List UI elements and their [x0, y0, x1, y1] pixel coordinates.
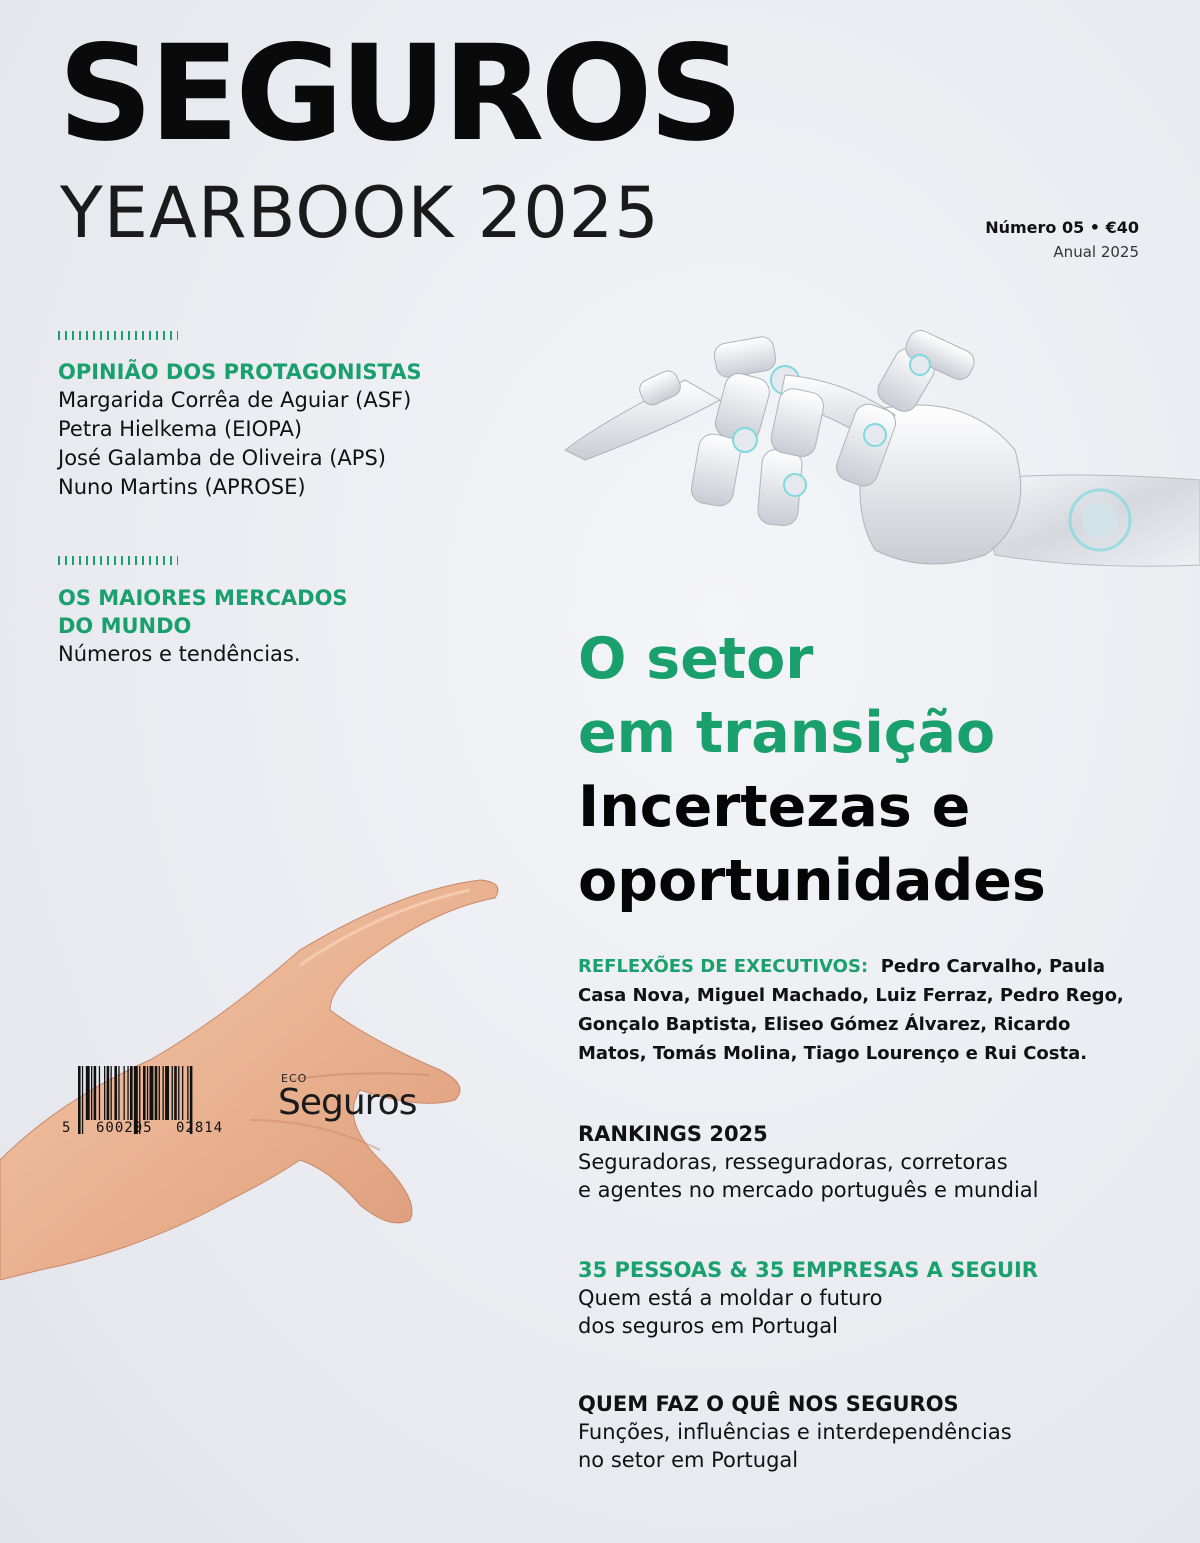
block-line: no setor em Portugal: [578, 1448, 799, 1472]
reflexoes-text: Pedro Carvalho, Paula Casa Nova, Miguel Machado, Luiz Ferraz, Pedro Rego, Gonçalo Baptista, Eliseo Gómez Álvarez, Ricardo Matos, Tomás Molina, Tiago Lourenço e Rui Costa.: [578, 956, 1124, 1064]
section-heading: DO MUNDO: [58, 614, 192, 638]
section-line: Nuno Martins (APROSE): [58, 475, 306, 499]
block-line: e agentes no mercado português e mundial: [578, 1178, 1039, 1202]
barcode-bar: [82, 1066, 83, 1134]
issue-number-price: Número 05 • €40: [985, 218, 1139, 237]
section-line: José Galamba de Oliveira (APS): [58, 446, 386, 470]
barcode-bar: [91, 1066, 92, 1120]
issue-info: [985, 218, 1139, 261]
section-opiniao: [58, 358, 422, 502]
section-heading: OPINIÃO DOS PROTAGONISTAS: [58, 360, 422, 384]
headline-line: Incertezas e: [578, 774, 971, 840]
barcode-bar: [182, 1066, 183, 1120]
robot-hand-illustration: [545, 320, 1200, 590]
headline-black: [578, 770, 1046, 918]
headline-line: O setor: [578, 626, 814, 692]
block-rankings: [578, 1120, 1158, 1204]
block-line: Funções, influências e interdependências: [578, 1420, 1012, 1444]
barcode-bar: [78, 1066, 81, 1134]
barcode-bar: [124, 1066, 125, 1120]
barcode-bar: [155, 1066, 158, 1120]
barcode-bar: [99, 1066, 100, 1120]
magazine-title: SEGUROS: [58, 17, 740, 171]
block-line: Seguradoras, resseguradoras, corretoras: [578, 1150, 1008, 1174]
block-quem-faz: [578, 1390, 1158, 1474]
barcode-bar: [174, 1066, 177, 1120]
barcode-bar: [163, 1066, 164, 1120]
section-line: Margarida Corrêa de Aguiar (ASF): [58, 388, 412, 412]
barcode-bar: [150, 1066, 154, 1120]
barcode-digits-right: 02814: [176, 1120, 224, 1136]
section-line: Petra Hielkema (EIOPA): [58, 417, 303, 441]
reflexoes-label: REFLEXÕES DE EXECUTIVOS:: [578, 956, 869, 977]
section-mercados: [58, 584, 348, 669]
headline-line: em transição: [578, 700, 996, 766]
block-heading: 35 PESSOAS & 35 EMPRESAS A SEGUIR: [578, 1258, 1038, 1282]
logo-eco-text: ECO: [281, 1072, 308, 1085]
barcode-bar: [187, 1066, 188, 1120]
headline-line: oportunidades: [578, 848, 1046, 914]
barcode-digit-left: 5: [62, 1120, 71, 1136]
block-pessoas-empresas: [578, 1256, 1158, 1340]
barcode-bar: [159, 1066, 160, 1120]
section-ticks-divider: [58, 331, 178, 340]
section-heading: OS MAIORES MERCADOS: [58, 586, 348, 610]
barcode-bar: [104, 1066, 105, 1120]
section-line: Números e tendências.: [58, 642, 301, 666]
barcode-bar: [114, 1066, 117, 1120]
barcode-bar: [111, 1066, 112, 1120]
barcode-bar: [86, 1066, 90, 1120]
headline-green: [578, 622, 995, 770]
block-heading: QUEM FAZ O QUÊ NOS SEGUROS: [578, 1392, 959, 1416]
barcode-bar: [94, 1066, 97, 1120]
barcode-bar: [172, 1066, 173, 1120]
magazine-subtitle: YEARBOOK 2025: [60, 172, 660, 254]
barcode-bar: [130, 1066, 133, 1120]
barcode-bar: [107, 1066, 110, 1120]
block-line: dos seguros em Portugal: [578, 1314, 838, 1338]
barcode-digits-mid: 600205: [96, 1120, 153, 1136]
barcode-bar: [147, 1066, 148, 1120]
barcode-bar: [143, 1066, 146, 1120]
barcode-bar: [178, 1066, 179, 1120]
barcode-bar: [127, 1066, 128, 1120]
reflexoes-block: [578, 952, 1138, 1068]
logo-seguros-text: Seguros: [278, 1082, 417, 1123]
issue-period: Anual 2025: [1053, 243, 1139, 261]
block-heading: RANKINGS 2025: [578, 1122, 768, 1146]
section-ticks-divider: [58, 556, 178, 565]
barcode-bar: [118, 1066, 119, 1120]
barcode-bar: [165, 1066, 169, 1120]
block-line: Quem está a moldar o futuro: [578, 1286, 883, 1310]
